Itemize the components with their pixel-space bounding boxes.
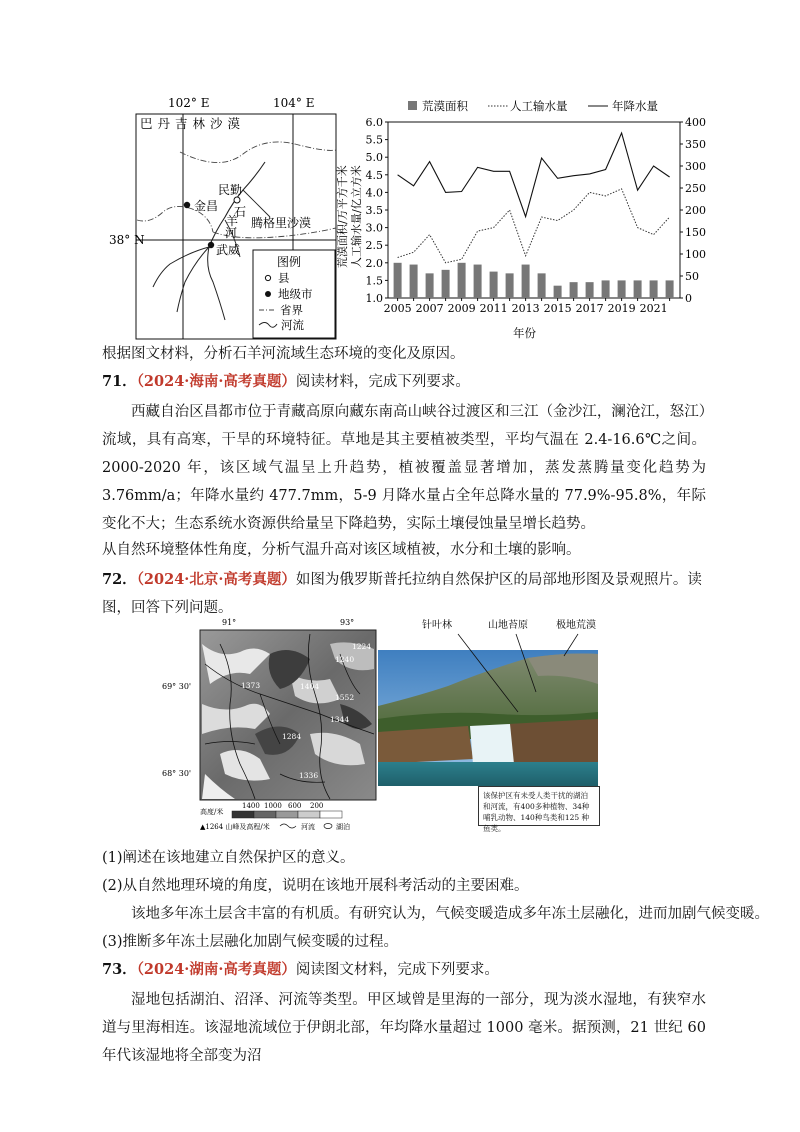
q72-sub1: (1)阐述在该地建立自然保护区的意义。 xyxy=(102,850,355,866)
x-tick-label: 2019 xyxy=(607,302,636,315)
q71-task: 从自然环境整体性角度，分析气温升高对该区域植被，水分和土壤的影响。 xyxy=(102,542,581,558)
desert-tengger-label: 腾格里沙漠 xyxy=(251,216,312,230)
legend-alt-1000: 1000 xyxy=(264,802,282,810)
y-tick-label-left: 4.0 xyxy=(365,186,383,200)
putorana-terrain-map xyxy=(160,614,378,836)
x-tick-label: 2009 xyxy=(447,302,476,315)
q72-intro: 如图为俄罗斯普托拉纳自然保护区的局部地形图及景观照片。读图，回答下列问题。 xyxy=(102,572,702,616)
photo-label-polar-desert: 极地荒漠 xyxy=(556,620,596,631)
y-tick-label-right: 100 xyxy=(685,248,706,261)
river-char-3: 河 xyxy=(225,226,238,240)
legend-river: 河流 xyxy=(281,318,304,332)
peak-label: 1404 xyxy=(300,682,320,691)
legend-water: 人工输水量 xyxy=(510,99,568,113)
desert-area-bar xyxy=(458,263,466,298)
legend-lake-label: 湖泊 xyxy=(336,823,350,831)
q72-number: 72． xyxy=(102,571,137,588)
photo-label-conifer: 针叶林 xyxy=(422,620,452,631)
q72-sub2: (2)从自然地理环境的角度，说明在该地开展科考活动的主要困难。 xyxy=(102,878,529,894)
y-tick-label-right: 400 xyxy=(685,116,706,129)
desert-area-bar xyxy=(474,265,482,298)
y-tick-label-left: 5.0 xyxy=(365,151,383,165)
legend-river-label: 河流 xyxy=(301,823,315,831)
y-tick-label-right: 50 xyxy=(685,270,699,283)
city-minqin-label: 民勤 xyxy=(218,183,243,197)
city-wuwei-label: 武威 xyxy=(216,243,241,257)
legend-peak: ▲1264 山峰及高程/米 xyxy=(200,823,270,831)
plot-frame xyxy=(388,122,680,298)
desert-area-bar xyxy=(554,286,562,298)
desert-area-bar xyxy=(506,273,514,298)
legend-county: 县 xyxy=(278,271,290,285)
desert-water-rain-chart xyxy=(336,94,720,344)
city-jinchang-label: 金昌 xyxy=(194,199,219,213)
y-tick-label-right: 150 xyxy=(685,226,706,239)
photo-label-tundra: 山地苔原 xyxy=(488,620,528,631)
peak-label: 1284 xyxy=(282,732,302,741)
lon-93: 93° xyxy=(340,618,355,627)
legend-border: 省界 xyxy=(280,303,303,317)
y-tick-label-right: 0 xyxy=(685,292,692,305)
q71-body: 西藏自治区昌都市位于青藏高原向藏东南高山峡谷过渡区和三江（金沙江，澜沧江，怒江）流域，具有高寒，干旱的环境特征。草地是其主要植被类型，平均气温在 2.4-16.6℃之间。2000-2020 年，该区域气温呈上升趋势，植被覆盖显著增加，蒸发蒸腾量变化趋势为 3.76mm/a；年降水量约 477.7mm，5-9 月降水量占全年总降水量的 77.9%-95.8%，年际变化不大；生态系统水资源供给量呈下降趋势，实际土壤侵蚀量呈增长趋势。 xyxy=(102,404,706,532)
y-tick-label-left: 1.5 xyxy=(365,274,383,288)
desert-area-bar xyxy=(394,263,402,298)
desert-area-bar xyxy=(634,280,642,298)
y-tick-label-left: 2.5 xyxy=(365,239,383,253)
x-tick-label: 2021 xyxy=(639,302,668,315)
desert-area-bar xyxy=(522,265,530,298)
y-tick-label-left: 3.5 xyxy=(365,204,383,217)
photo-caption-box: 该保护区有未受人类干扰的湖泊和河流，有400多种植物、34种哺乳动物、140种鸟类和125 种鱼类。 xyxy=(478,786,600,826)
xlabel-year: 年份 xyxy=(513,326,536,340)
q72-sub3: (3)推断多年冻土层融化加剧气候变暖的过程。 xyxy=(102,934,399,950)
q73-intro: 阅读图文材料，完成下列要求。 xyxy=(295,962,499,978)
q72-material: 该地多年冻土层含丰富的有机质。有研究认为，气候变暖造成多年冻土层融化，进而加剧气候变暖。 xyxy=(131,906,769,922)
peak-label: 1224 xyxy=(352,642,372,651)
y-tick-label-left: 1.0 xyxy=(365,292,383,305)
desert-area-bar xyxy=(650,280,658,298)
y-tick-label-left: 2.0 xyxy=(365,256,383,270)
ylabel-desert: 荒漠面积/万平方千米 xyxy=(336,165,349,268)
desert-area-bar xyxy=(442,270,450,298)
peak-label: 1373 xyxy=(241,681,261,690)
desert-area-bar xyxy=(570,282,578,298)
q73-number: 73． xyxy=(102,961,137,978)
desert-badain-jaran-label: 巴丹吉林沙漠 xyxy=(140,116,246,131)
lon-label-102: 102° E xyxy=(168,96,210,110)
peak-label: 1552 xyxy=(335,693,355,702)
y-tick-label-right: 350 xyxy=(685,138,706,151)
precipitation-line xyxy=(398,133,670,217)
y-tick-label-right: 200 xyxy=(685,204,706,217)
x-tick-label: 2013 xyxy=(511,302,540,315)
y-tick-label-right: 250 xyxy=(685,182,706,195)
peak-label: 1240 xyxy=(335,655,355,664)
x-tick-label: 2011 xyxy=(479,302,508,315)
y-tick-label-left: 5.5 xyxy=(365,133,383,147)
legend-city: 地级市 xyxy=(278,287,313,301)
legend-alt-600: 600 xyxy=(288,802,302,810)
desert-area-bar xyxy=(490,272,498,298)
q71-source: （2024·海南·高考真题） xyxy=(136,373,296,390)
x-tick-label: 2007 xyxy=(415,302,444,315)
legend-title: 图例 xyxy=(277,255,302,269)
desert-area-bar xyxy=(538,273,546,298)
legend-alt-1400: 1400 xyxy=(242,802,260,810)
x-tick-label: 2017 xyxy=(575,302,604,315)
q73-source: （2024·湖南·高考真题） xyxy=(136,961,296,978)
water-transfer-line xyxy=(398,189,670,263)
desert-area-bar xyxy=(586,282,594,298)
y-tick-label-right: 300 xyxy=(685,160,706,173)
legend-desert: 荒漠面积 xyxy=(422,99,468,113)
desert-area-bar xyxy=(618,280,626,298)
lon-label-104: 104° E xyxy=(273,96,315,110)
desert-area-bar xyxy=(666,280,674,298)
desert-area-bar xyxy=(410,265,418,298)
lat-label-38: 38° N xyxy=(109,233,145,247)
peak-label: 1344 xyxy=(330,715,350,724)
q71-intro: 阅读材料，完成下列要求。 xyxy=(295,374,470,390)
lat-69-30: 69° 30' xyxy=(162,682,192,691)
desert-area-bar xyxy=(602,280,610,298)
river-char-2: 羊 xyxy=(226,214,239,228)
q73-body: 湿地包括湖泊、沼泽、河流等类型。甲区域曾是里海的一部分，现为淡水湿地，有狭窄水道与里海相连。该湿地流域位于伊朗北部，年均降水量超过 1000 毫米。据预测，21 世纪 60 年代该湿地将全部变为沼 xyxy=(102,992,706,1064)
y-tick-label-left: 4.5 xyxy=(365,168,383,182)
y-tick-label-left: 6.0 xyxy=(365,116,383,129)
river-char-1: 石 xyxy=(234,205,247,219)
x-tick-label: 2005 xyxy=(383,302,412,315)
legend-alt-200: 200 xyxy=(310,802,324,810)
lat-68-30: 68° 30' xyxy=(162,769,192,778)
q71-number: 71． xyxy=(102,373,137,390)
q70-task: 根据图文材料，分析石羊河流域生态环境的变化及原因。 xyxy=(102,346,465,362)
shiyang-river-map xyxy=(109,92,340,342)
q72-source: （2024·北京·高考真题） xyxy=(136,571,296,588)
ylabel-water: 人工输水量/亿立方米 xyxy=(350,165,363,268)
lon-91: 91° xyxy=(222,618,237,627)
q73-header xyxy=(102,958,499,979)
q71-header xyxy=(102,370,470,391)
legend-rain: 年降水量 xyxy=(612,99,658,113)
y-tick-label-left: 3.0 xyxy=(365,221,383,235)
x-tick-label: 2015 xyxy=(543,302,572,315)
legend-altitude-label: 高度/米 xyxy=(200,808,224,816)
peak-label: 1336 xyxy=(299,771,319,780)
desert-area-bar xyxy=(426,273,434,298)
legend-desert-swatch xyxy=(408,101,417,110)
